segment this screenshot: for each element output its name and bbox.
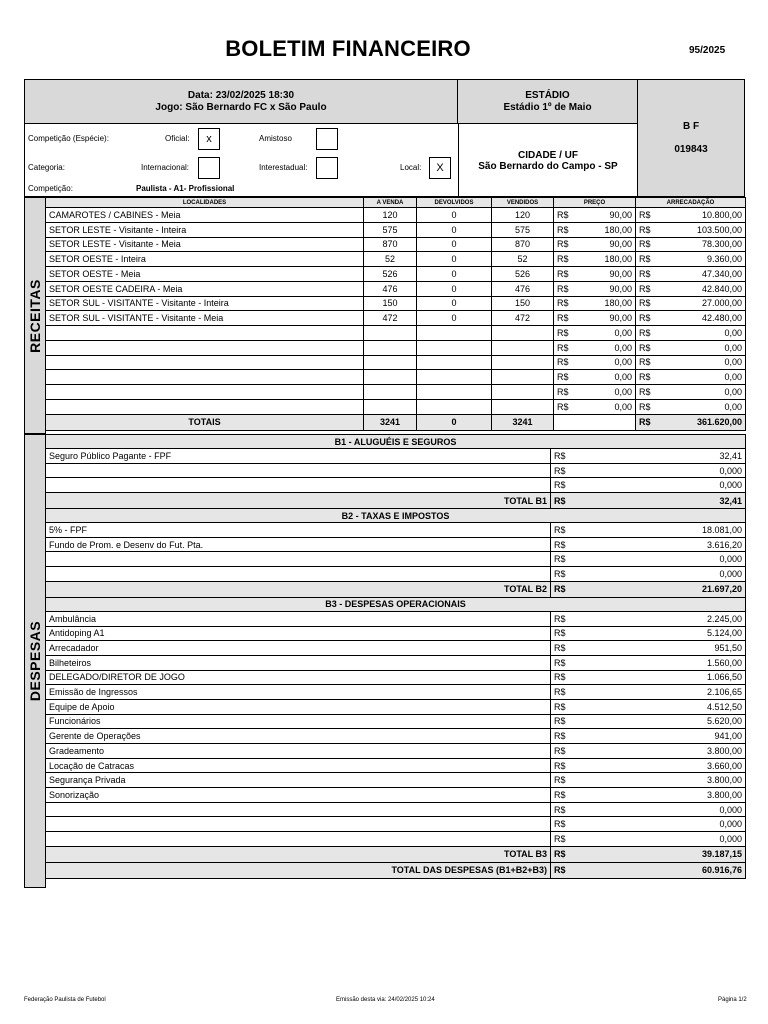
cell-vendidos: 575 bbox=[492, 222, 554, 237]
table-row bbox=[46, 729, 746, 744]
receitas-totals-row bbox=[46, 414, 746, 430]
expense-name: Segurança Privada bbox=[46, 773, 551, 788]
cell-currency: R$ bbox=[554, 252, 577, 267]
expense-name bbox=[46, 832, 551, 847]
receitas-col-localidades: LOCALIDADES bbox=[46, 198, 364, 208]
grand-total-value: 60.916,76 bbox=[575, 862, 746, 878]
totals-empty-price bbox=[554, 414, 636, 430]
section-title-row bbox=[46, 509, 746, 523]
cell-a-venda bbox=[364, 399, 417, 414]
totals-currency: R$ bbox=[636, 414, 659, 430]
table-row bbox=[46, 788, 746, 803]
cell-currency: R$ bbox=[554, 281, 577, 296]
cell-localidade bbox=[46, 370, 364, 385]
page-title: BOLETIM FINANCEIRO bbox=[225, 36, 471, 61]
expense-value: 0,000 bbox=[575, 552, 746, 567]
expense-value: 941,00 bbox=[575, 729, 746, 744]
expense-currency: R$ bbox=[551, 832, 575, 847]
cell-preco: 0,00 bbox=[577, 326, 636, 341]
cell-arrecadacao: 78.300,00 bbox=[659, 237, 746, 252]
official-checkbox[interactable]: x bbox=[198, 128, 220, 150]
cell-preco: 0,00 bbox=[577, 385, 636, 400]
expense-name: Sonorização bbox=[46, 788, 551, 803]
competition-label: Competição: bbox=[28, 184, 73, 193]
cell-vendidos: 476 bbox=[492, 281, 554, 296]
cell-vendidos bbox=[492, 399, 554, 414]
expense-value: 1.560,00 bbox=[575, 655, 746, 670]
cell-currency: R$ bbox=[636, 267, 659, 282]
expense-currency: R$ bbox=[551, 817, 575, 832]
competition-type-label: Competição (Espécie): bbox=[28, 134, 109, 143]
table-row bbox=[46, 714, 746, 729]
cell-devolvidos: 0 bbox=[417, 252, 492, 267]
table-row bbox=[46, 385, 746, 400]
stadium-info bbox=[458, 80, 638, 124]
cell-devolvidos: 0 bbox=[417, 267, 492, 282]
cell-currency: R$ bbox=[636, 326, 659, 341]
cell-currency: R$ bbox=[636, 385, 659, 400]
cell-localidade bbox=[46, 385, 364, 400]
expense-currency: R$ bbox=[551, 641, 575, 656]
expense-value: 1.066,50 bbox=[575, 670, 746, 685]
cell-currency: R$ bbox=[554, 399, 577, 414]
cell-localidade: SETOR OESTE - Meia bbox=[46, 267, 364, 282]
expense-name: Ambulância bbox=[46, 611, 551, 626]
stadium-label: ESTÁDIO bbox=[525, 90, 570, 101]
totals-venda: 3241 bbox=[364, 414, 417, 430]
table-row bbox=[46, 817, 746, 832]
section-title: B1 - ALUGUÉIS E SEGUROS bbox=[46, 435, 746, 449]
footer-org: Federação Paulista de Futebol bbox=[24, 997, 106, 1003]
expense-name: Locação de Catracas bbox=[46, 758, 551, 773]
cell-devolvidos bbox=[417, 326, 492, 341]
cell-vendidos bbox=[492, 326, 554, 341]
despesas-table bbox=[45, 434, 746, 879]
cell-devolvidos: 0 bbox=[417, 222, 492, 237]
cell-devolvidos: 0 bbox=[417, 311, 492, 326]
city-name: São Bernardo do Campo - SP bbox=[478, 161, 618, 172]
table-row bbox=[46, 641, 746, 656]
city-info bbox=[458, 124, 638, 196]
section-total-currency: R$ bbox=[551, 846, 575, 862]
cell-arrecadacao: 0,00 bbox=[659, 370, 746, 385]
expense-name bbox=[46, 478, 551, 493]
cell-devolvidos bbox=[417, 385, 492, 400]
table-row bbox=[46, 252, 746, 267]
section-total-row bbox=[46, 493, 746, 509]
expense-value: 5.124,00 bbox=[575, 626, 746, 641]
cell-arrecadacao: 47.340,00 bbox=[659, 267, 746, 282]
expense-currency: R$ bbox=[551, 449, 575, 464]
totals-vendidos: 3241 bbox=[492, 414, 554, 430]
table-row bbox=[46, 370, 746, 385]
cell-preco: 90,00 bbox=[577, 208, 636, 223]
receitas-col-devolvidos: DEVOLVIDOS bbox=[417, 198, 492, 208]
section-title: B3 - DESPESAS OPERACIONAIS bbox=[46, 597, 746, 611]
expense-name: Bilheteiros bbox=[46, 655, 551, 670]
footer-emission: Emissão desta via: 24/02/2025 10:24 bbox=[336, 997, 435, 1003]
expense-name: Emissão de Ingressos bbox=[46, 685, 551, 700]
cell-vendidos: 472 bbox=[492, 311, 554, 326]
cell-a-venda: 472 bbox=[364, 311, 417, 326]
table-row bbox=[46, 670, 746, 685]
expense-value: 2.106,65 bbox=[575, 685, 746, 700]
expense-currency: R$ bbox=[551, 552, 575, 567]
expense-currency: R$ bbox=[551, 670, 575, 685]
cell-a-venda: 870 bbox=[364, 237, 417, 252]
table-row bbox=[46, 611, 746, 626]
grand-total-currency: R$ bbox=[551, 862, 575, 878]
cell-localidade bbox=[46, 399, 364, 414]
cell-vendidos: 120 bbox=[492, 208, 554, 223]
expense-currency: R$ bbox=[551, 537, 575, 552]
cell-localidade: SETOR LESTE - Visitante - Meia bbox=[46, 237, 364, 252]
cell-arrecadacao: 10.800,00 bbox=[659, 208, 746, 223]
expense-name: 5% - FPF bbox=[46, 523, 551, 538]
section-total-label: TOTAL B2 bbox=[46, 581, 551, 597]
cell-currency: R$ bbox=[636, 296, 659, 311]
cell-vendidos: 150 bbox=[492, 296, 554, 311]
cell-localidade: SETOR OESTE - Inteira bbox=[46, 252, 364, 267]
table-row bbox=[46, 222, 746, 237]
cell-currency: R$ bbox=[554, 267, 577, 282]
table-row bbox=[46, 399, 746, 414]
expense-currency: R$ bbox=[551, 714, 575, 729]
expense-currency: R$ bbox=[551, 744, 575, 759]
cell-a-venda bbox=[364, 355, 417, 370]
friendly-checkbox[interactable] bbox=[316, 128, 338, 150]
table-row bbox=[46, 626, 746, 641]
cell-currency: R$ bbox=[554, 355, 577, 370]
cell-currency: R$ bbox=[636, 281, 659, 296]
official-label: Oficial: bbox=[165, 134, 190, 143]
expense-value: 4.512,50 bbox=[575, 699, 746, 714]
cell-preco: 90,00 bbox=[577, 311, 636, 326]
cell-currency: R$ bbox=[636, 311, 659, 326]
cell-devolvidos bbox=[417, 340, 492, 355]
cell-preco: 90,00 bbox=[577, 267, 636, 282]
cell-currency: R$ bbox=[554, 237, 577, 252]
cell-arrecadacao: 0,00 bbox=[659, 399, 746, 414]
cell-devolvidos bbox=[417, 355, 492, 370]
bf-label: B F bbox=[682, 121, 700, 132]
expense-name: Gerente de Operações bbox=[46, 729, 551, 744]
cell-vendidos bbox=[492, 385, 554, 400]
cell-localidade: SETOR SUL - VISITANTE - Visitante - Inteira bbox=[46, 296, 364, 311]
expense-currency: R$ bbox=[551, 773, 575, 788]
section-total-currency: R$ bbox=[551, 581, 575, 597]
expense-currency: R$ bbox=[551, 567, 575, 582]
table-row bbox=[46, 237, 746, 252]
cell-a-venda: 476 bbox=[364, 281, 417, 296]
cell-vendidos: 870 bbox=[492, 237, 554, 252]
cell-vendidos bbox=[492, 370, 554, 385]
expense-name: Funcionários bbox=[46, 714, 551, 729]
cell-preco: 180,00 bbox=[577, 252, 636, 267]
cell-preco: 90,00 bbox=[577, 237, 636, 252]
cell-currency: R$ bbox=[554, 340, 577, 355]
receitas-header-row bbox=[46, 198, 746, 208]
city-label: CIDADE / UF bbox=[518, 150, 578, 161]
cell-a-venda bbox=[364, 326, 417, 341]
cell-preco: 0,00 bbox=[577, 399, 636, 414]
expense-value: 0,000 bbox=[575, 802, 746, 817]
expense-currency: R$ bbox=[551, 655, 575, 670]
expense-name: Equipe de Apoio bbox=[46, 699, 551, 714]
totals-devolvidos: 0 bbox=[417, 414, 492, 430]
expense-currency: R$ bbox=[551, 758, 575, 773]
table-row bbox=[46, 655, 746, 670]
receitas-col-vendidos: VENDIDOS bbox=[492, 198, 554, 208]
cell-devolvidos: 0 bbox=[417, 296, 492, 311]
cell-a-venda bbox=[364, 385, 417, 400]
cell-devolvidos bbox=[417, 399, 492, 414]
section-total-currency: R$ bbox=[551, 493, 575, 509]
cell-currency: R$ bbox=[636, 355, 659, 370]
cell-arrecadacao: 0,00 bbox=[659, 355, 746, 370]
expense-name bbox=[46, 567, 551, 582]
expense-currency: R$ bbox=[551, 478, 575, 493]
table-row bbox=[46, 463, 746, 478]
receitas-table bbox=[45, 197, 746, 431]
cell-a-venda: 526 bbox=[364, 267, 417, 282]
expense-name bbox=[46, 463, 551, 478]
cell-currency: R$ bbox=[636, 370, 659, 385]
expense-currency: R$ bbox=[551, 699, 575, 714]
cell-currency: R$ bbox=[554, 296, 577, 311]
section-total-row bbox=[46, 846, 746, 862]
table-row bbox=[46, 552, 746, 567]
cell-a-venda: 120 bbox=[364, 208, 417, 223]
expense-currency: R$ bbox=[551, 802, 575, 817]
footer-page: Página 1/2 bbox=[718, 997, 747, 1003]
totals-label: TOTAIS bbox=[46, 414, 364, 430]
cell-a-venda: 52 bbox=[364, 252, 417, 267]
receitas-col-preco: PREÇO bbox=[554, 198, 636, 208]
table-row bbox=[46, 281, 746, 296]
expense-value: 0,000 bbox=[575, 567, 746, 582]
table-row bbox=[46, 478, 746, 493]
expense-currency: R$ bbox=[551, 685, 575, 700]
cell-currency: R$ bbox=[636, 399, 659, 414]
section-total-value: 32,41 bbox=[575, 493, 746, 509]
cell-currency: R$ bbox=[636, 340, 659, 355]
cell-arrecadacao: 42.480,00 bbox=[659, 311, 746, 326]
cell-vendidos: 52 bbox=[492, 252, 554, 267]
expense-currency: R$ bbox=[551, 523, 575, 538]
cell-arrecadacao: 0,00 bbox=[659, 340, 746, 355]
cell-arrecadacao: 27.000,00 bbox=[659, 296, 746, 311]
game-info bbox=[25, 80, 458, 124]
cell-localidade: SETOR SUL - VISITANTE - Visitante - Meia bbox=[46, 311, 364, 326]
section-total-label: TOTAL B3 bbox=[46, 846, 551, 862]
table-row bbox=[46, 802, 746, 817]
document-number: 95/2025 bbox=[689, 45, 726, 56]
table-row bbox=[46, 208, 746, 223]
friendly-label: Amistoso bbox=[259, 134, 292, 143]
grand-total-row bbox=[46, 862, 746, 878]
expense-name: Seguro Público Pagante - FPF bbox=[46, 449, 551, 464]
expense-name bbox=[46, 552, 551, 567]
cell-currency: R$ bbox=[554, 222, 577, 237]
expense-value: 5.620,00 bbox=[575, 714, 746, 729]
cell-localidade bbox=[46, 340, 364, 355]
table-row bbox=[46, 744, 746, 759]
totals-arrecadacao: 361.620,00 bbox=[659, 414, 746, 430]
cell-currency: R$ bbox=[636, 208, 659, 223]
cell-currency: R$ bbox=[636, 237, 659, 252]
cell-preco: 0,00 bbox=[577, 370, 636, 385]
category-label: Categoria: bbox=[28, 163, 65, 172]
cell-a-venda bbox=[364, 370, 417, 385]
table-row bbox=[46, 699, 746, 714]
local-label: Local: bbox=[400, 163, 422, 172]
expense-name: Gradeamento bbox=[46, 744, 551, 759]
expense-name: Arrecadador bbox=[46, 641, 551, 656]
cell-preco: 180,00 bbox=[577, 222, 636, 237]
cell-currency: R$ bbox=[554, 311, 577, 326]
competition-name: Paulista - A1- Profissional bbox=[136, 184, 235, 193]
cell-arrecadacao: 0,00 bbox=[659, 385, 746, 400]
expense-currency: R$ bbox=[551, 463, 575, 478]
cell-currency: R$ bbox=[554, 208, 577, 223]
cell-devolvidos bbox=[417, 370, 492, 385]
expense-currency: R$ bbox=[551, 611, 575, 626]
section-total-value: 21.697,20 bbox=[575, 581, 746, 597]
cell-devolvidos: 0 bbox=[417, 208, 492, 223]
expense-value: 18.081,00 bbox=[575, 523, 746, 538]
cell-arrecadacao: 0,00 bbox=[659, 326, 746, 341]
expense-name bbox=[46, 802, 551, 817]
cell-currency: R$ bbox=[636, 222, 659, 237]
bf-number: 019843 bbox=[674, 144, 708, 155]
international-checkbox[interactable] bbox=[198, 157, 220, 179]
local-checkbox[interactable]: X bbox=[429, 157, 451, 179]
expense-value: 3.800,00 bbox=[575, 773, 746, 788]
expense-name: Fundo de Prom. e Desenv do Fut. Pta. bbox=[46, 537, 551, 552]
cell-preco: 90,00 bbox=[577, 281, 636, 296]
table-row bbox=[46, 340, 746, 355]
expense-value: 0,000 bbox=[575, 463, 746, 478]
expense-value: 0,000 bbox=[575, 832, 746, 847]
interstate-checkbox[interactable] bbox=[316, 157, 338, 179]
table-row bbox=[46, 832, 746, 847]
cell-a-venda bbox=[364, 340, 417, 355]
interstate-label: Interestadual: bbox=[259, 163, 308, 172]
cell-vendidos: 526 bbox=[492, 267, 554, 282]
expense-value: 3.660,00 bbox=[575, 758, 746, 773]
receitas-col-arrecadacao: ARRECADAÇÃO bbox=[636, 198, 746, 208]
cell-devolvidos: 0 bbox=[417, 237, 492, 252]
section-title-row bbox=[46, 435, 746, 449]
section-total-label: TOTAL B1 bbox=[46, 493, 551, 509]
table-row bbox=[46, 449, 746, 464]
cell-preco: 0,00 bbox=[577, 340, 636, 355]
expense-name bbox=[46, 817, 551, 832]
cell-a-venda: 575 bbox=[364, 222, 417, 237]
table-row bbox=[46, 758, 746, 773]
game-date: Data: 23/02/2025 18:30 bbox=[187, 90, 295, 101]
expense-value: 3.800,00 bbox=[575, 744, 746, 759]
cell-localidade: SETOR OESTE CADEIRA - Meia bbox=[46, 281, 364, 296]
cell-currency: R$ bbox=[636, 252, 659, 267]
expense-value: 0,000 bbox=[575, 478, 746, 493]
expense-value: 2.245,00 bbox=[575, 611, 746, 626]
cell-preco: 0,00 bbox=[577, 355, 636, 370]
section-total-value: 39.187,15 bbox=[575, 846, 746, 862]
cell-localidade bbox=[46, 355, 364, 370]
grand-total-label: TOTAL DAS DESPESAS (B1+B2+B3) bbox=[46, 862, 551, 878]
cell-vendidos bbox=[492, 355, 554, 370]
game-teams: Jogo: São Bernardo FC x São Paulo bbox=[155, 102, 327, 113]
expense-value: 951,50 bbox=[575, 641, 746, 656]
table-row bbox=[46, 537, 746, 552]
cell-arrecadacao: 103.500,00 bbox=[659, 222, 746, 237]
table-row bbox=[46, 267, 746, 282]
cell-devolvidos: 0 bbox=[417, 281, 492, 296]
cell-vendidos bbox=[492, 340, 554, 355]
cell-localidade bbox=[46, 326, 364, 341]
cell-localidade: SETOR LESTE - Visitante - Inteira bbox=[46, 222, 364, 237]
table-row bbox=[46, 523, 746, 538]
table-row bbox=[46, 685, 746, 700]
expense-value: 32,41 bbox=[575, 449, 746, 464]
cell-localidade: CAMAROTES / CABINES - Meia bbox=[46, 208, 364, 223]
expense-name: Antidoping A1 bbox=[46, 626, 551, 641]
cell-arrecadacao: 42.840,00 bbox=[659, 281, 746, 296]
stadium-name: Estádio 1º de Maio bbox=[503, 102, 592, 113]
expense-name: DELEGADO/DIRETOR DE JOGO bbox=[46, 670, 551, 685]
section-title-row bbox=[46, 597, 746, 611]
section-title: B2 - TAXAS E IMPOSTOS bbox=[46, 509, 746, 523]
despesas-side-label: DESPESAS bbox=[24, 434, 46, 888]
cell-currency: R$ bbox=[554, 326, 577, 341]
expense-currency: R$ bbox=[551, 729, 575, 744]
international-label: Internacional: bbox=[141, 163, 190, 172]
cell-currency: R$ bbox=[554, 385, 577, 400]
receitas-col-a-venda: A VENDA bbox=[364, 198, 417, 208]
cell-arrecadacao: 9.360,00 bbox=[659, 252, 746, 267]
table-row bbox=[46, 355, 746, 370]
table-row bbox=[46, 326, 746, 341]
table-row bbox=[46, 567, 746, 582]
section-total-row bbox=[46, 581, 746, 597]
table-row bbox=[46, 296, 746, 311]
expense-currency: R$ bbox=[551, 788, 575, 803]
expense-value: 3.616,20 bbox=[575, 537, 746, 552]
cell-currency: R$ bbox=[554, 370, 577, 385]
table-row bbox=[46, 773, 746, 788]
receitas-side-label: RECEITAS bbox=[24, 197, 46, 434]
table-row bbox=[46, 311, 746, 326]
expense-currency: R$ bbox=[551, 626, 575, 641]
cell-preco: 180,00 bbox=[577, 296, 636, 311]
bf-box bbox=[638, 80, 744, 196]
header-block bbox=[24, 79, 745, 197]
cell-a-venda: 150 bbox=[364, 296, 417, 311]
expense-value: 0,000 bbox=[575, 817, 746, 832]
expense-value: 3.800,00 bbox=[575, 788, 746, 803]
